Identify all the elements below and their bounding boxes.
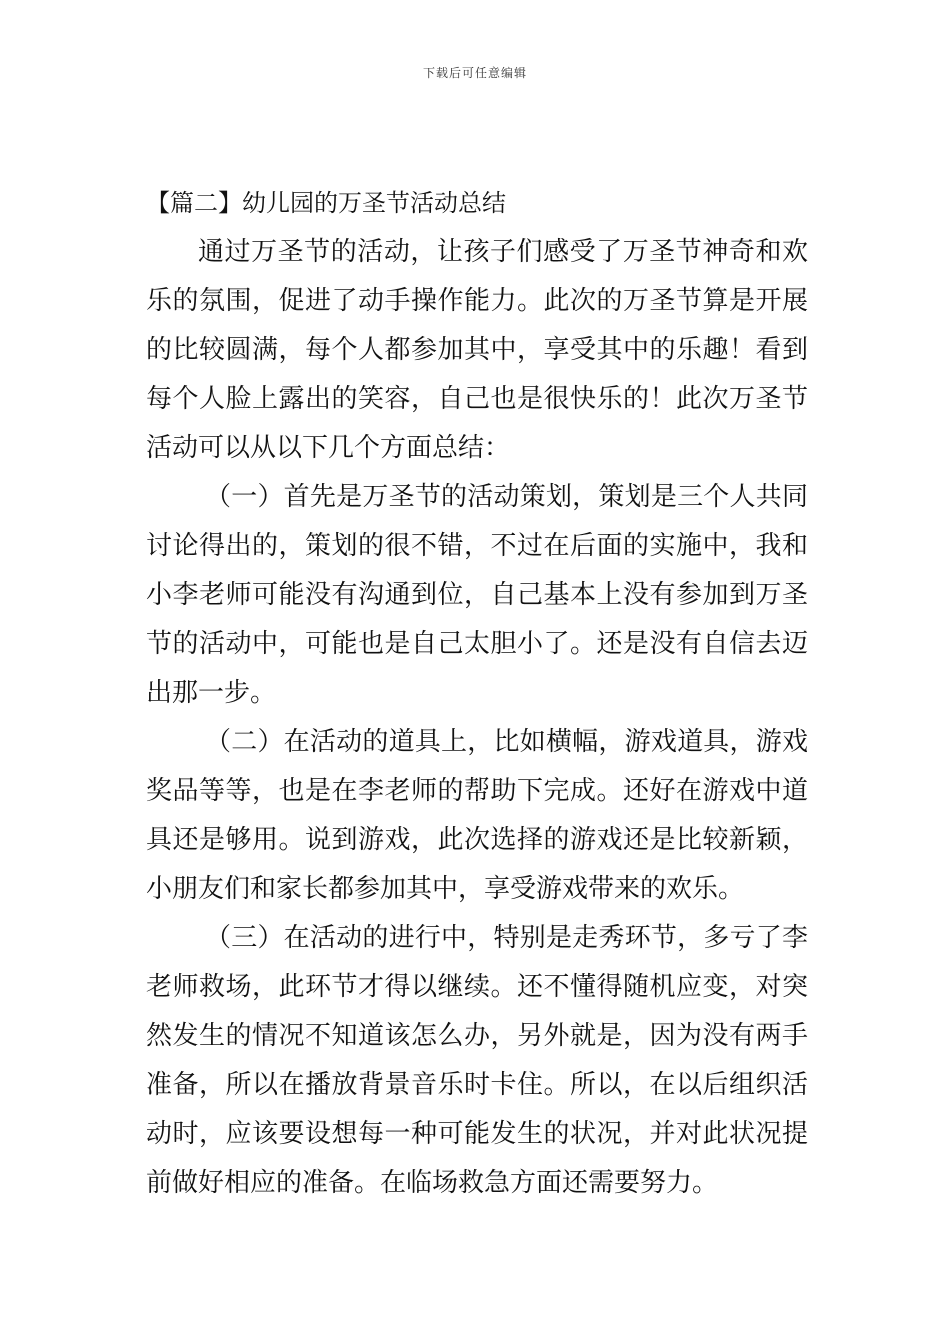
paragraph-point-3: （三）在活动的进行中，特别是走秀环节，多亏了李老师救场，此环节才得以继续。还不懂得随机应变，对突然发生的情况不知道该怎么办，另外就是，因为没有两手准备，所以在播放背景音乐时卡住。所以，在以后组织活动时，应该要设想每一种可能发生的状况，并对此状况提前做好相应的准备。在临场救急方面还需要努力。 xyxy=(146,923,808,1198)
section-title: 【篇二】幼儿园的万圣节活动总结 xyxy=(146,189,506,217)
paragraph-point-2: （二）在活动的道具上，比如横幅，游戏道具，游戏奖品等等，也是在李老师的帮助下完成。还好在游戏中道具还是够用。说到游戏，此次选择的游戏还是比较新颖，小朋友们和家长都参加其中，享受游戏带来的欢乐。 xyxy=(146,727,808,904)
paragraph-point-1: （一）首先是万圣节的活动策划，策划是三个人共同讨论得出的，策划的很不错，不过在后面的实施中，我和小李老师可能没有沟通到位，自己基本上没有参加到万圣节的活动中，可能也是自己太胆小了。还是没有自信去迈出那一步。 xyxy=(146,482,808,708)
paragraph-intro: 通过万圣节的活动，让孩子们感受了万圣节神奇和欢乐的氛围，促进了动手操作能力。此次的万圣节算是开展的比较圆满，每个人都参加其中，享受其中的乐趣！看到每个人脸上露出的笑容，自己也是很快乐的！此次万圣节活动可以从以下几个方面总结： xyxy=(146,237,808,463)
page-header-note: 下载后可任意编辑 xyxy=(422,66,527,80)
document-body xyxy=(146,178,808,1208)
